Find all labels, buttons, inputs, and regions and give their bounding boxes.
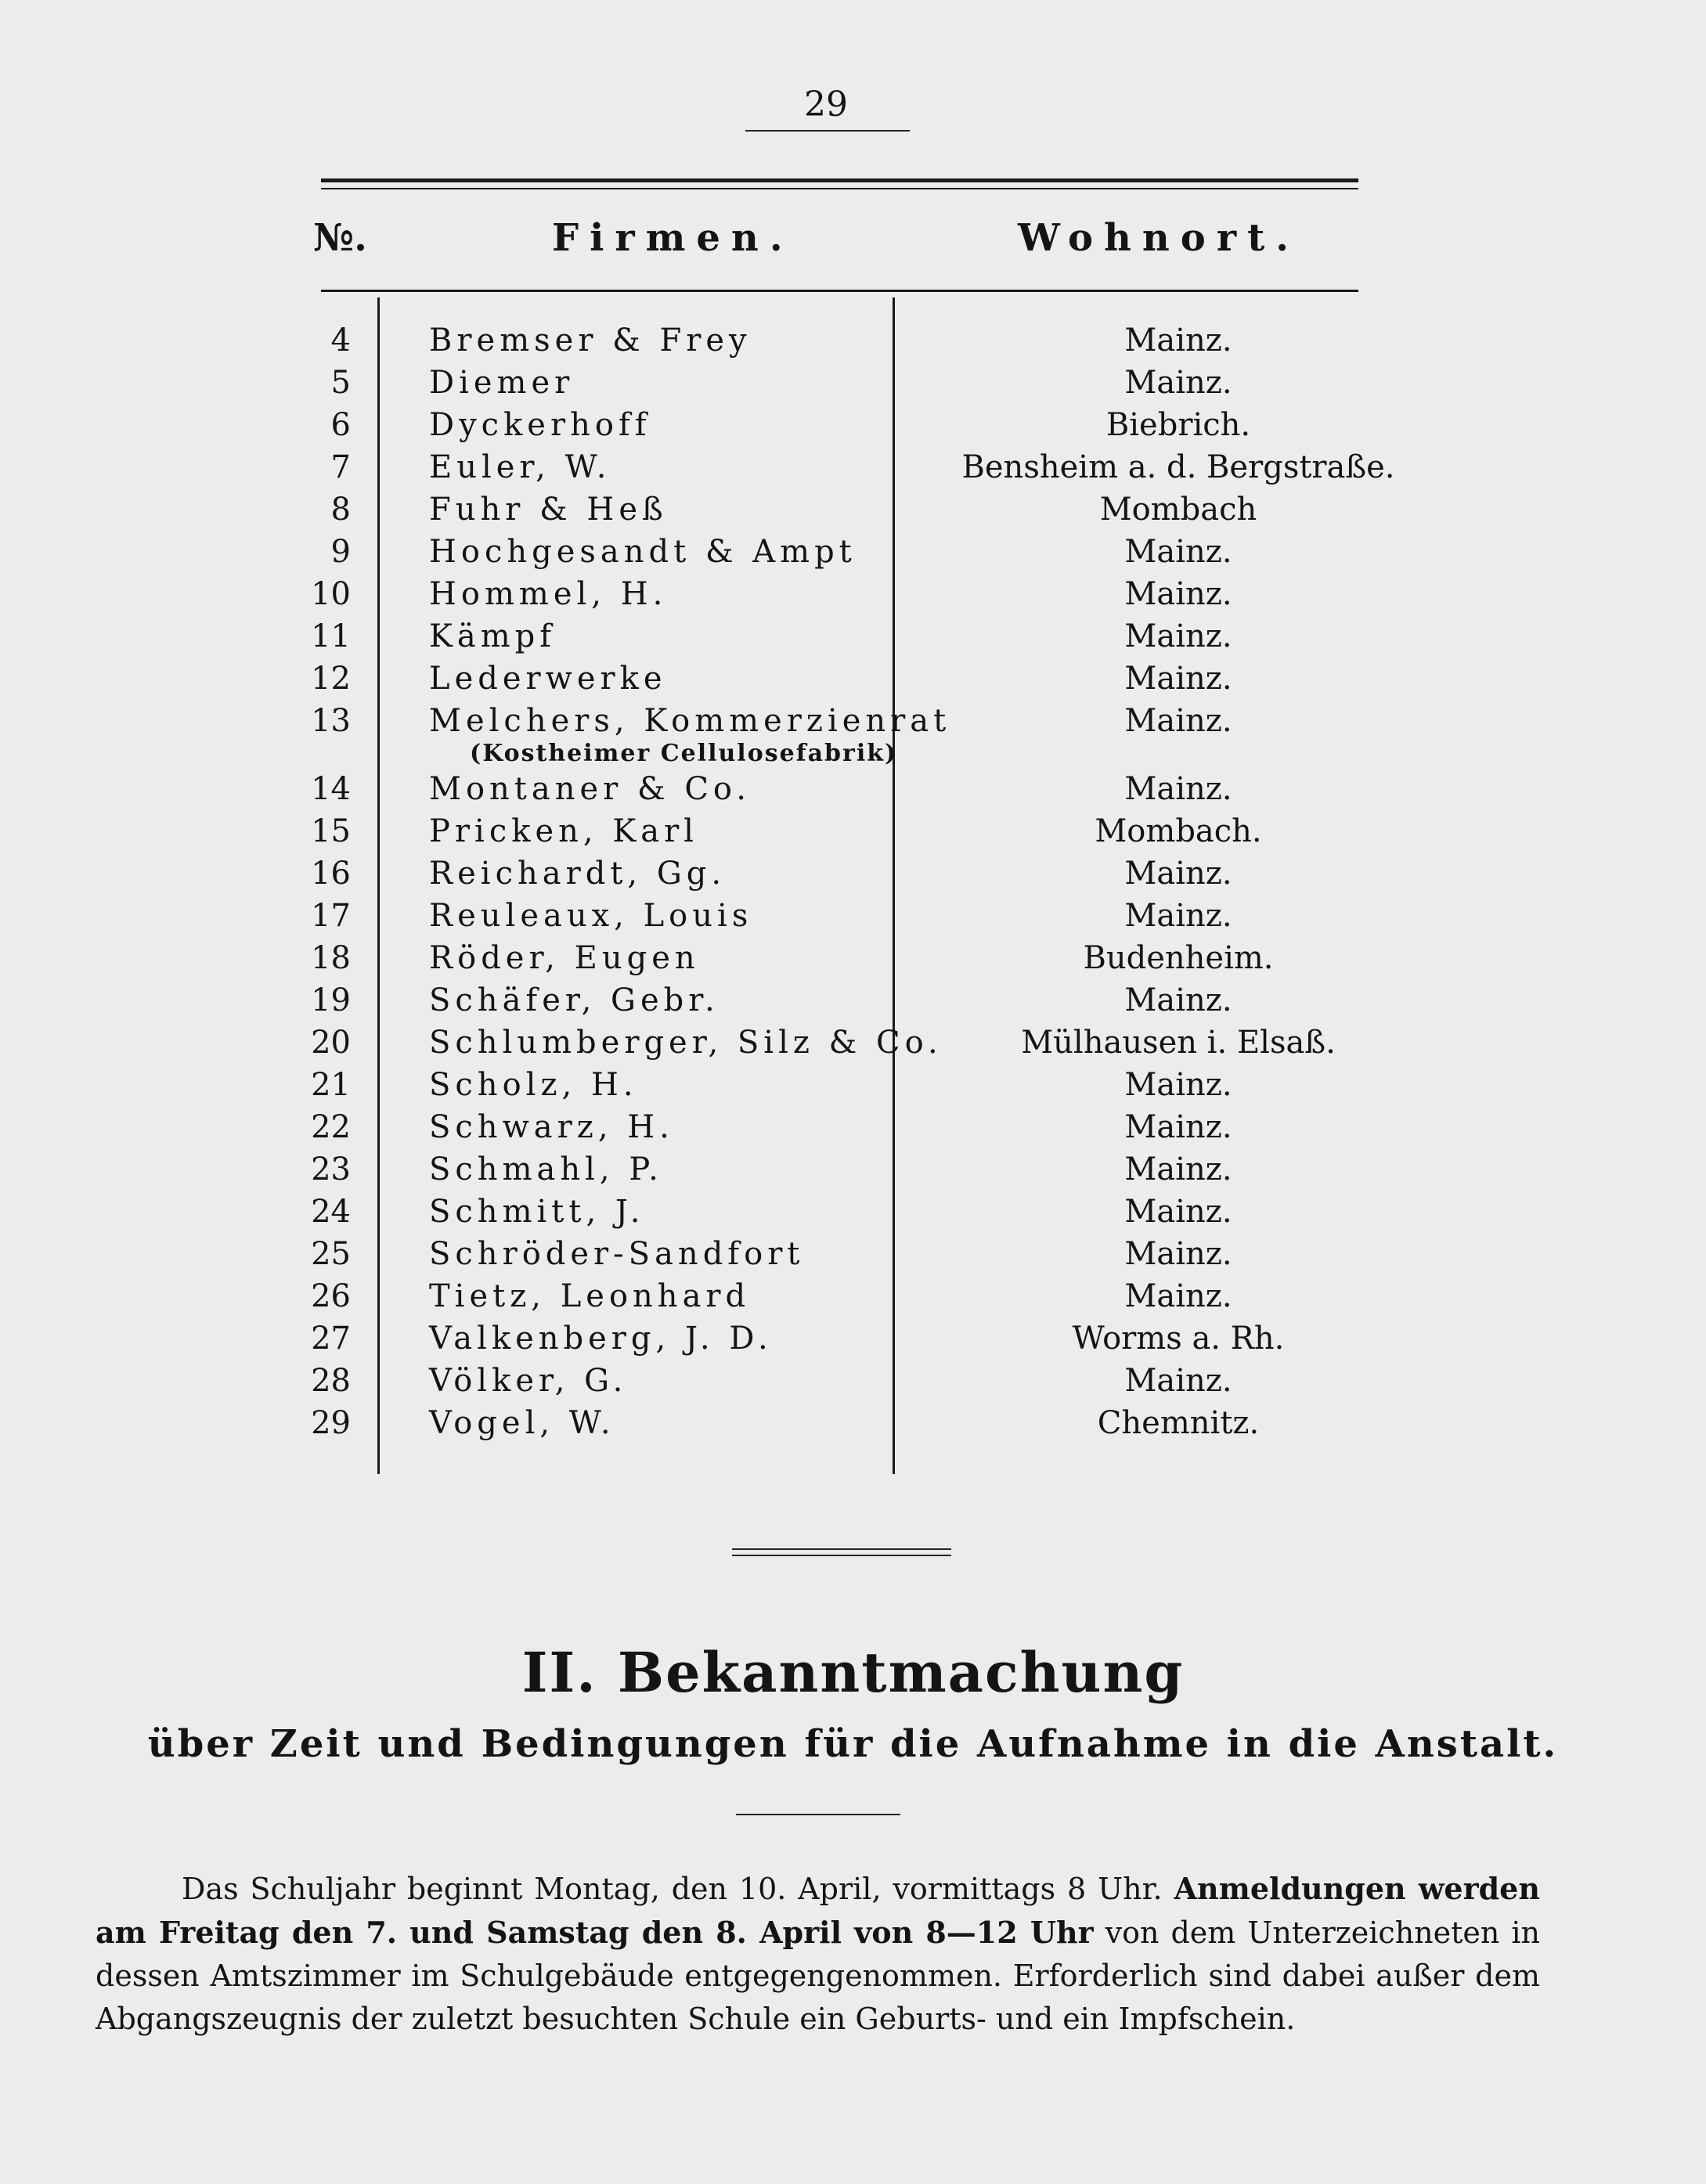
row-firm: Kämpf bbox=[429, 618, 557, 654]
table-row bbox=[305, 813, 1370, 856]
table-row bbox=[305, 940, 1370, 982]
row-number: 17 bbox=[311, 898, 351, 934]
table-row bbox=[305, 1109, 1370, 1151]
row-location: Mainz. bbox=[1124, 323, 1232, 359]
row-firm: Lederwerke bbox=[429, 661, 667, 697]
subtitle-rule bbox=[736, 1814, 900, 1815]
row-location: Budenheim. bbox=[1083, 940, 1274, 976]
row-number: 19 bbox=[311, 982, 351, 1018]
row-location: Mainz. bbox=[1124, 661, 1232, 697]
row-number: 8 bbox=[330, 492, 351, 528]
row13-note: (Kostheimer Cellulosefabrik) bbox=[470, 740, 898, 767]
table-row bbox=[305, 1363, 1370, 1405]
table-row bbox=[305, 323, 1370, 365]
row-location: Mainz. bbox=[1124, 1109, 1232, 1145]
row-location: Mainz. bbox=[1124, 1067, 1232, 1103]
table-row bbox=[305, 982, 1370, 1025]
row-number: 6 bbox=[330, 407, 351, 443]
table-row bbox=[305, 1405, 1370, 1447]
table-end-rule bbox=[732, 1548, 951, 1550]
row-number: 11 bbox=[311, 618, 351, 654]
row-location: Worms a. Rh. bbox=[1072, 1321, 1285, 1357]
table-row bbox=[305, 1236, 1370, 1278]
row-number: 28 bbox=[311, 1363, 351, 1399]
row-firm: Dyckerhoff bbox=[429, 407, 651, 443]
row-firm: Melchers, Kommerzienrat bbox=[429, 703, 951, 739]
header-no: №. bbox=[313, 216, 367, 260]
row-location: Mainz. bbox=[1124, 1236, 1232, 1272]
row-number: 12 bbox=[311, 661, 351, 697]
row-number: 13 bbox=[311, 703, 351, 739]
paragraph-part2: von dem Unterzeichneten in dessen Amtszimmer im Schulgebäude entgegengenommen. Erforderlich sind dabei außer dem Abgangszeugnis der zuletzt besuchten Schule ein Geburts- und ein Impfschein. bbox=[96, 1916, 1540, 2036]
table-row bbox=[305, 618, 1370, 661]
paragraph-part1: Das Schuljahr beginnt Montag, den 10. April, vormittags 8 Uhr. bbox=[182, 1872, 1163, 1906]
row-firm: Schröder-Sandfort bbox=[429, 1236, 805, 1272]
table-row bbox=[305, 703, 1370, 745]
table-row bbox=[305, 771, 1370, 813]
row-firm: Schmitt, J. bbox=[429, 1194, 645, 1230]
row-number: 5 bbox=[330, 365, 351, 401]
row-location: Mainz. bbox=[1124, 856, 1232, 892]
row-location: Mainz. bbox=[1124, 703, 1232, 739]
row-location: Mainz. bbox=[1124, 898, 1232, 934]
row-location: Mainz. bbox=[1124, 1278, 1232, 1314]
row-firm: Hochgesandt & Ampt bbox=[429, 534, 857, 570]
row-firm: Röder, Eugen bbox=[429, 940, 700, 976]
row-firm: Schwarz, H. bbox=[429, 1109, 674, 1145]
table-row bbox=[305, 661, 1370, 703]
row-firm: Schäfer, Gebr. bbox=[429, 982, 720, 1018]
row-number: 22 bbox=[311, 1109, 351, 1145]
row-firm: Bremser & Frey bbox=[429, 323, 752, 359]
row-number: 14 bbox=[311, 771, 351, 807]
table-row bbox=[305, 856, 1370, 898]
row-firm: Reuleaux, Louis bbox=[429, 898, 753, 934]
row-location: Mainz. bbox=[1124, 618, 1232, 654]
table-row bbox=[305, 449, 1395, 492]
table-top-rule bbox=[321, 178, 1358, 182]
row-number: 25 bbox=[311, 1236, 351, 1272]
row-number: 23 bbox=[311, 1151, 351, 1188]
row-firm: Montaner & Co. bbox=[429, 771, 752, 807]
section-title: II. Bekanntmachung bbox=[521, 1640, 1185, 1705]
row-firm: Tietz, Leonhard bbox=[429, 1278, 751, 1314]
table-row bbox=[305, 1151, 1370, 1194]
row-number: 18 bbox=[311, 940, 351, 976]
row-location: Mainz. bbox=[1124, 534, 1232, 570]
row-location: Bensheim a. d. Bergstraße. bbox=[961, 449, 1395, 485]
table-header-rule bbox=[321, 290, 1358, 292]
row-firm: Reichardt, Gg. bbox=[429, 856, 727, 892]
admission-paragraph bbox=[96, 1867, 1540, 2041]
table-row bbox=[305, 1278, 1370, 1321]
row-number: 4 bbox=[330, 323, 351, 359]
row-number: 7 bbox=[330, 449, 351, 485]
row-firm: Valkenberg, J. D. bbox=[429, 1321, 773, 1357]
row-location: Mülhausen i. Elsaß. bbox=[1021, 1025, 1336, 1061]
row-location: Biebrich. bbox=[1105, 407, 1251, 443]
row-number: 16 bbox=[311, 856, 351, 892]
row-firm: Scholz, H. bbox=[429, 1067, 638, 1103]
row-firm: Diemer bbox=[429, 365, 575, 401]
row-number: 9 bbox=[330, 534, 351, 570]
row-location: Mainz. bbox=[1124, 1194, 1232, 1230]
row-firm: Schlumberger, Silz & Co. bbox=[429, 1025, 943, 1061]
row-number: 21 bbox=[311, 1067, 351, 1103]
row-location: Mainz. bbox=[1124, 771, 1232, 807]
row-number: 20 bbox=[311, 1025, 351, 1061]
row-location: Mainz. bbox=[1124, 576, 1232, 612]
row-location: Mainz. bbox=[1124, 1151, 1232, 1188]
table-row bbox=[305, 365, 1370, 407]
table-end-rule-2 bbox=[732, 1555, 951, 1556]
row-number: 10 bbox=[311, 576, 351, 612]
header-firms: Firmen. bbox=[552, 216, 794, 260]
row-number: 24 bbox=[311, 1194, 351, 1230]
table-row bbox=[305, 534, 1370, 576]
table-row bbox=[305, 492, 1370, 534]
row-firm: Pricken, Karl bbox=[429, 813, 698, 849]
row-firm: Vogel, W. bbox=[429, 1405, 615, 1441]
row-number: 27 bbox=[311, 1321, 351, 1357]
row-number: 15 bbox=[311, 813, 351, 849]
row-location: Mombach. bbox=[1095, 813, 1262, 849]
table-row bbox=[305, 576, 1370, 618]
page-number-rule bbox=[745, 130, 910, 132]
row-firm: Euler, W. bbox=[429, 449, 611, 485]
table-row bbox=[305, 898, 1370, 940]
row-firm: Fuhr & Heß bbox=[429, 492, 668, 528]
row-number: 29 bbox=[311, 1405, 351, 1441]
table-row bbox=[305, 1321, 1370, 1363]
table-row bbox=[305, 1025, 1370, 1067]
row-location: Mainz. bbox=[1124, 982, 1232, 1018]
row-number: 26 bbox=[311, 1278, 351, 1314]
table-top-rule-thin bbox=[321, 188, 1358, 189]
row-firm: Schmahl, P. bbox=[429, 1151, 663, 1188]
section-subtitle: über Zeit und Bedingungen für die Aufnahme in die Anstalt. bbox=[147, 1722, 1559, 1766]
row-location: Mainz. bbox=[1124, 1363, 1232, 1399]
row-location: Chemnitz. bbox=[1097, 1405, 1260, 1441]
page-number: 29 bbox=[804, 85, 848, 124]
row-firm: Hommel, H. bbox=[429, 576, 668, 612]
row-location: Mainz. bbox=[1124, 365, 1232, 401]
header-location: Wohnort. bbox=[1018, 216, 1300, 260]
table-row bbox=[305, 407, 1370, 449]
table-row bbox=[305, 1194, 1370, 1236]
row-firm: Völker, G. bbox=[429, 1363, 628, 1399]
row-location: Mombach bbox=[1099, 492, 1257, 528]
paragraph-bold: Anmeldungen werden am Freitag den 7. und Samstag den 8. April von 8—12 Uhr bbox=[96, 1871, 1540, 1950]
table-row bbox=[305, 1067, 1370, 1109]
